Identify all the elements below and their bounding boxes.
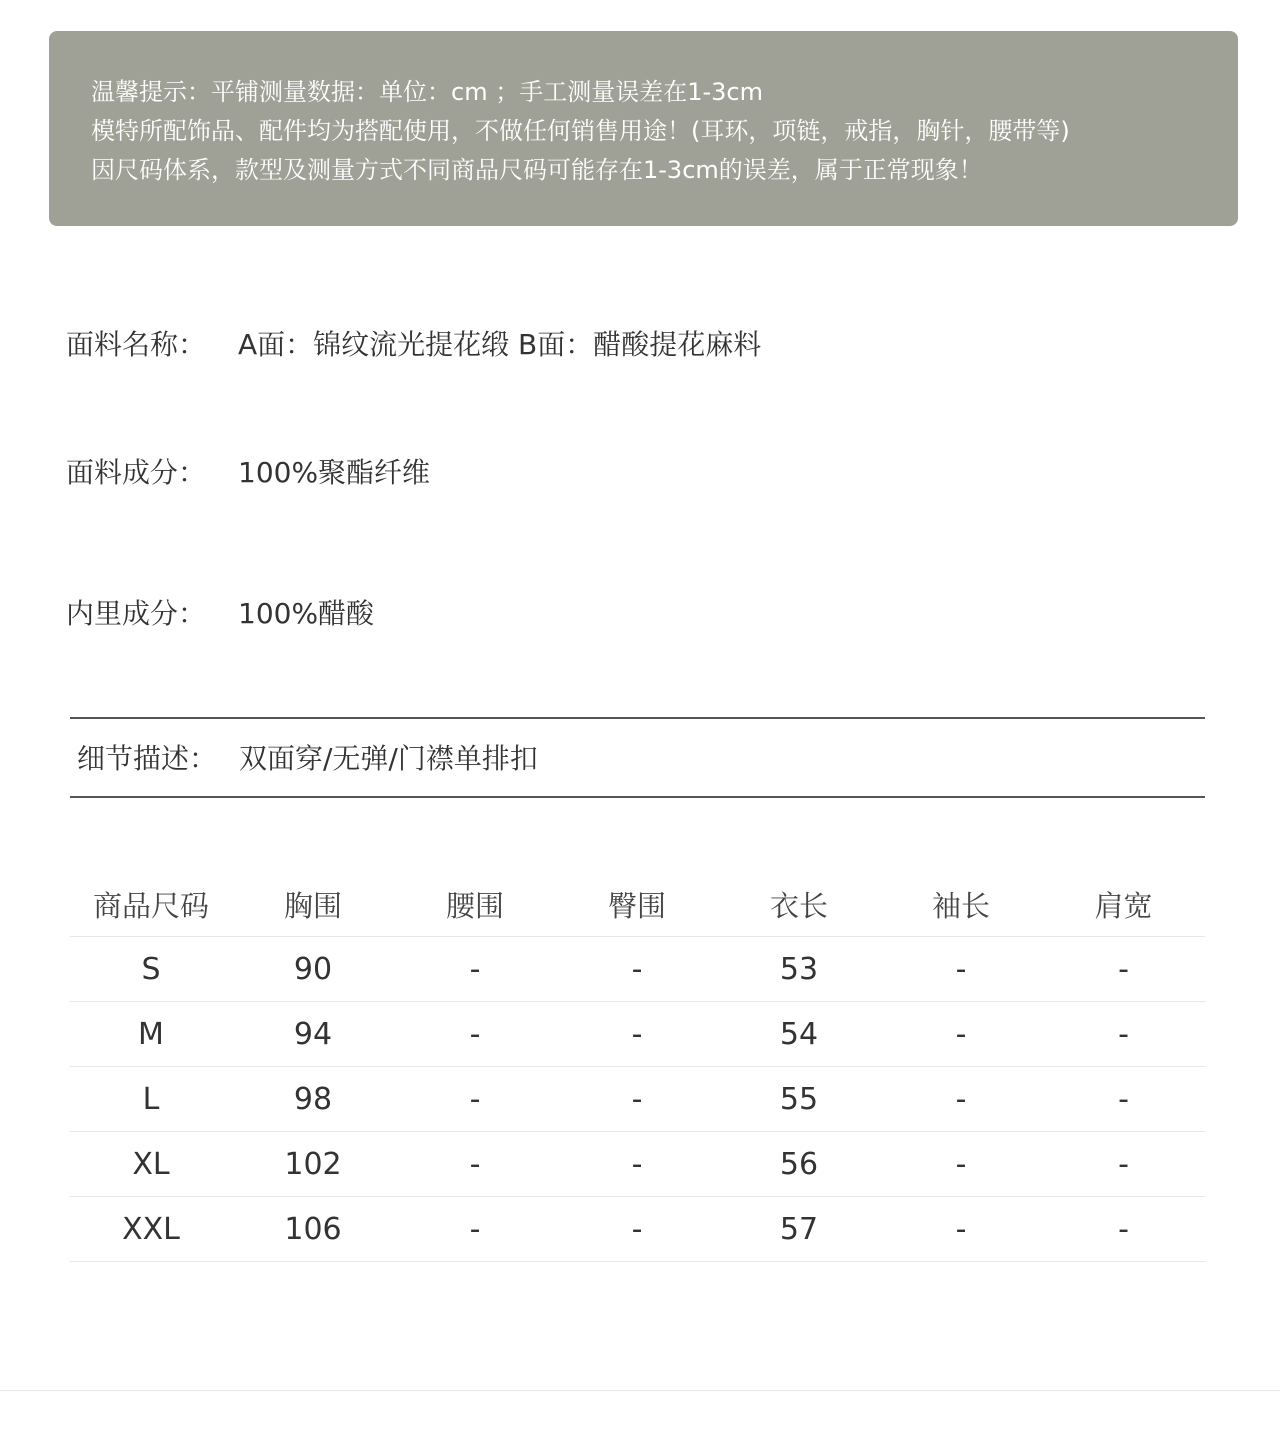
header-shoulder: 肩宽 — [1042, 872, 1205, 937]
fabric-name-row — [66, 323, 761, 363]
cell-hip: - — [556, 1132, 718, 1197]
cell-waist: - — [394, 1067, 556, 1132]
cell-chest: 98 — [232, 1067, 394, 1132]
cell-length: 54 — [718, 1002, 880, 1067]
cell-shoulder: - — [1042, 1002, 1205, 1067]
cell-hip: - — [556, 937, 718, 1002]
cell-size: M — [70, 1002, 232, 1067]
header-waist: 腰围 — [394, 872, 556, 937]
notice-line-1: 温馨提示：平铺测量数据：单位：cm ；手工测量误差在1-3cm — [91, 78, 763, 106]
cell-length: 53 — [718, 937, 880, 1002]
cell-shoulder: - — [1042, 1197, 1205, 1262]
cell-size: L — [70, 1067, 232, 1132]
header-hip: 臀围 — [556, 872, 718, 937]
fabric-composition-value: 100%聚酯纤维 — [238, 456, 431, 489]
header-chest: 胸围 — [232, 872, 394, 937]
cell-sleeve: - — [880, 1197, 1042, 1262]
notice-box — [49, 31, 1238, 226]
lining-composition-row — [66, 592, 374, 632]
fabric-composition-label: 面料成分： — [66, 456, 207, 489]
header-sleeve: 袖长 — [880, 872, 1042, 937]
cell-length: 57 — [718, 1197, 880, 1262]
cell-shoulder: - — [1042, 1132, 1205, 1197]
fabric-name-value: A面：锦纹流光提花缎 B面：醋酸提花麻料 — [238, 328, 762, 361]
page-bottom-divider — [0, 1390, 1280, 1391]
cell-size: S — [70, 937, 232, 1002]
cell-chest: 106 — [232, 1197, 394, 1262]
lining-composition-value: 100%醋酸 — [238, 597, 375, 630]
header-size: 商品尺码 — [70, 872, 232, 937]
table-row — [70, 1002, 1205, 1067]
cell-sleeve: - — [880, 1002, 1042, 1067]
notice-line-2: 模特所配饰品、配件均为搭配使用，不做任何销售用途！(耳环，项链，戒指，胸针，腰带等) — [91, 117, 1070, 145]
table-row — [70, 1197, 1205, 1262]
cell-chest: 102 — [232, 1132, 394, 1197]
cell-sleeve: - — [880, 937, 1042, 1002]
size-table-header-row — [70, 872, 1205, 937]
lining-composition-label: 内里成分： — [66, 597, 207, 630]
detail-bottom-divider — [70, 796, 1205, 798]
cell-chest: 90 — [232, 937, 394, 1002]
cell-hip: - — [556, 1067, 718, 1132]
cell-size: XL — [70, 1132, 232, 1197]
cell-waist: - — [394, 1197, 556, 1262]
cell-sleeve: - — [880, 1132, 1042, 1197]
cell-waist: - — [394, 937, 556, 1002]
notice-line-3: 因尺码体系，款型及测量方式不同商品尺码可能存在1-3cm的误差，属于正常现象！ — [91, 156, 983, 184]
cell-hip: - — [556, 1002, 718, 1067]
fabric-name-label: 面料名称： — [66, 328, 207, 361]
cell-length: 55 — [718, 1067, 880, 1132]
table-row — [70, 1132, 1205, 1197]
detail-value: 双面穿/无弹/门襟单排扣 — [239, 742, 538, 775]
size-table — [70, 872, 1205, 1262]
cell-hip: - — [556, 1197, 718, 1262]
cell-chest: 94 — [232, 1002, 394, 1067]
cell-waist: - — [394, 1132, 556, 1197]
cell-length: 56 — [718, 1132, 880, 1197]
header-length: 衣长 — [718, 872, 880, 937]
fabric-composition-row — [66, 451, 430, 491]
cell-size: XXL — [70, 1197, 232, 1262]
table-row — [70, 937, 1205, 1002]
table-row — [70, 1067, 1205, 1132]
cell-shoulder: - — [1042, 1067, 1205, 1132]
detail-row — [77, 737, 538, 777]
cell-shoulder: - — [1042, 937, 1205, 1002]
detail-top-divider — [70, 717, 1205, 719]
cell-sleeve: - — [880, 1067, 1042, 1132]
cell-waist: - — [394, 1002, 556, 1067]
detail-label: 细节描述： — [77, 742, 218, 775]
